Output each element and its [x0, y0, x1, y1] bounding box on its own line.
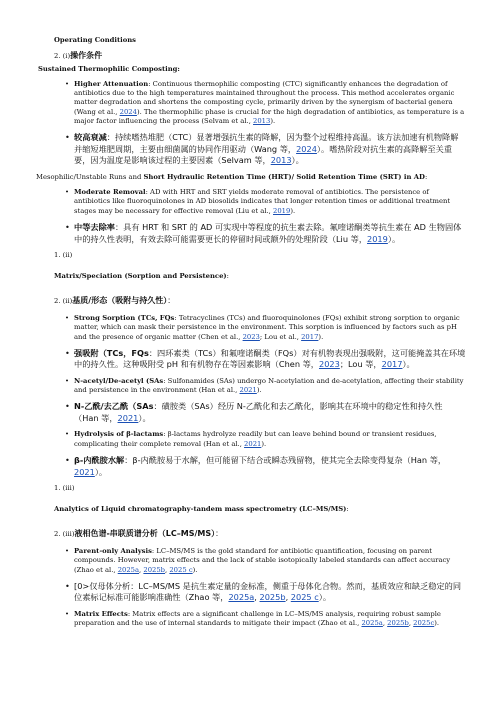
citation-link[interactable]: 2024 [296, 143, 317, 154]
citation-link[interactable]: 2025a [361, 619, 383, 628]
bullet-list [30, 80, 466, 167]
list-number: 1. (ii) [54, 251, 73, 260]
section-heading-operating-conditions: Operating Conditions [54, 36, 137, 44]
citation-link[interactable]: 2023 [242, 332, 260, 341]
paragraph-mesophilic: Mesophilic/Unstable Runs and Short Hydraulic Retention Time (HRT)/ Solid Retention Time (SRT) in AD: [36, 172, 428, 181]
citation-link[interactable]: 2025b [143, 565, 166, 574]
list-item: • Moderate Removal: AD with HRT and SRT yields moderate removal of antibiotics. The persistence of antibiotics like fluoroquinolones in AD biosolids indicates that longer retention times or additional treatment stages may be necessary for effective removal (Liu et al., 2019). [74, 188, 466, 216]
citation-link[interactable]: 2025a [117, 565, 140, 574]
list-item: • N-乙酰/去乙酰（SAs：磺胺类（SAs）经历 N-乙酰化和去乙酰化，影响其在环境中的稳定性和持久性（Han 等，2021）。 [74, 401, 466, 424]
section-number: 2. (iii)液相色谱-串联质谱分析（LC–MS/MS）： [54, 528, 224, 538]
citation-link[interactable]: 2025b [387, 619, 409, 628]
citation-link[interactable]: 2021 [74, 466, 95, 477]
citation-link[interactable]: 2024 [119, 107, 137, 116]
section-number: 2. (i)操作条件 [54, 51, 103, 61]
list-item: • Strong Sorption (TCs, FQs: Tetracyclines (TCs) and fluoroquinolones (FQs) exhibit strong sorption to organic matter, which can mask their persistence in the environment. This sorption is influenced by factors such as pH and the presence of organic matter (Chen et al., 2023; Lou et al., 2017). [74, 314, 466, 342]
citation-link[interactable]: 2025b [259, 592, 286, 603]
bullet-list [30, 314, 466, 478]
list-item: • β-内酰胺水解：β-内酰胺易于水解，但可能留下结合或瞬态残留物，使其完全去除变得复杂（Han 等，2021）。 [74, 455, 466, 478]
section-heading-lcms: Analytics of Liquid chromatography-tandem mass spectrometry (LC–MS/MS): [54, 505, 349, 514]
bullet-list [30, 547, 466, 628]
list-item: • Parent-only Analysis: LC–MS/MS is the gold standard for antibiotic quantification, focusing on parent compounds. However, matrix effects and the lack of stable isotopically labeled standards can affect accuracy (Zhao et al., 2025a, 2025b, 2025 c). [74, 547, 466, 575]
section-title-zh: 操作条件 [70, 51, 103, 61]
citation-link[interactable]: 2021 [239, 386, 257, 395]
subheading-thermophilic: Sustained Thermophilic Composting: [38, 64, 180, 73]
section-title-zh: 液相色谱-串联质谱分析（LC–MS/MS） [74, 528, 216, 538]
list-item: • Hydrolysis of β-lactams: β-lactams hydrolyze readily but can leave behind bound or transient residues, complicating their complete removal (Han et al., 2021). [74, 430, 466, 449]
list-item: • 中等去除率：具有 HRT 和 SRT 的 AD 可实现中等程度的抗生素去除。氟喹诺酮类等抗生素在 AD 生物固体中的持久性表明，有效去除可能需要更长的停留时间或额外的处理阶段（Liu 等，2019）。 [74, 222, 466, 245]
list-item: • 强吸附（TCs，FQs：四环素类（TCs）和氟喹诺酮类（FQs）对有机物表现出强吸附，这可能掩盖其在环境中的持久性。这种吸附受 pH 和有机物存在等因素影响（Chen 等，2023；Lou 等，2017）。 [74, 348, 466, 371]
citation-link[interactable]: 2025 c [290, 592, 319, 603]
citation-link[interactable]: 2019 [367, 233, 388, 244]
list-item: • [0>仅母体分析：LC–MS/MS 是抗生素定量的金标准，侧重于母体化合物。然而，基质效应和缺乏稳定的同位素标记标准可能影响准确性（Zhao 等，2025a, 2025b, 2025 c）。 [74, 581, 466, 604]
section-title-zh: 基质/形态（吸附与持久性） [72, 295, 168, 305]
citation-link[interactable]: 2023 [318, 359, 340, 370]
list-item: • N-acetyl/De-acetyl (SAs: Sulfonamides (SAs) undergo N-acetylation and de-acetylation, affecting their stability and persistence in the environment (Han et al., 2021). [74, 377, 466, 396]
citation-link[interactable]: 2025a [228, 592, 255, 603]
list-item: • 较高衰减：持续嗜热堆肥（CTC）显著增强抗生素的降解，因为整个过程维持高温。该方法加速有机物降解并缩短堆肥周期，主要由细菌属的协同作用驱动（Wang 等，2024）。嗜热阶段对抗生素的高降解至关重要，因为温度是影响该过程的主要因素（Selvam 等，2013）。 [74, 132, 466, 167]
citation-link[interactable]: 2013 [270, 155, 292, 166]
list-item: • Higher Attenuation: Continuous thermophilic composting (CTC) significantly enhances the degradation of antibiotics due to the high temperatures maintained throughout the process. This method accelerates organic matter degradation and shortens the composting cycle, primarily driven by the synergism of bacterial genera (Wang et al., 2024). The thermophilic phase is crucial for the high degradation of antibiotics, as temperature is a major factor influencing the process (Selvam et al., 2013). [74, 80, 466, 126]
citation-link[interactable]: 2013 [253, 117, 271, 126]
citation-link[interactable]: 2019 [273, 206, 291, 215]
bullet-list [30, 188, 466, 245]
citation-link[interactable]: 2021 [244, 439, 262, 448]
citation-link[interactable]: 2025c [413, 619, 435, 628]
section-heading-matrix: Matrix/Speciation (Sorption and Persistence): [54, 272, 229, 281]
citation-link[interactable]: 2017 [381, 359, 403, 370]
citation-link[interactable]: 2017 [301, 332, 319, 341]
list-item: • Matrix Effects: Matrix effects are a significant challenge in LC–MS/MS analysis, requiring robust sample preparation and the use of internal standards to mitigate their impact (Zhao et al., 2025a, 2025b, 2025c). [74, 610, 466, 629]
section-number: 2. (ii)基质/形态（吸附与持久性）： [54, 295, 176, 305]
citation-link[interactable]: 2021 [117, 412, 139, 423]
list-number: 1. (iii) [54, 484, 75, 493]
citation-link[interactable]: 2025 c [169, 565, 193, 574]
